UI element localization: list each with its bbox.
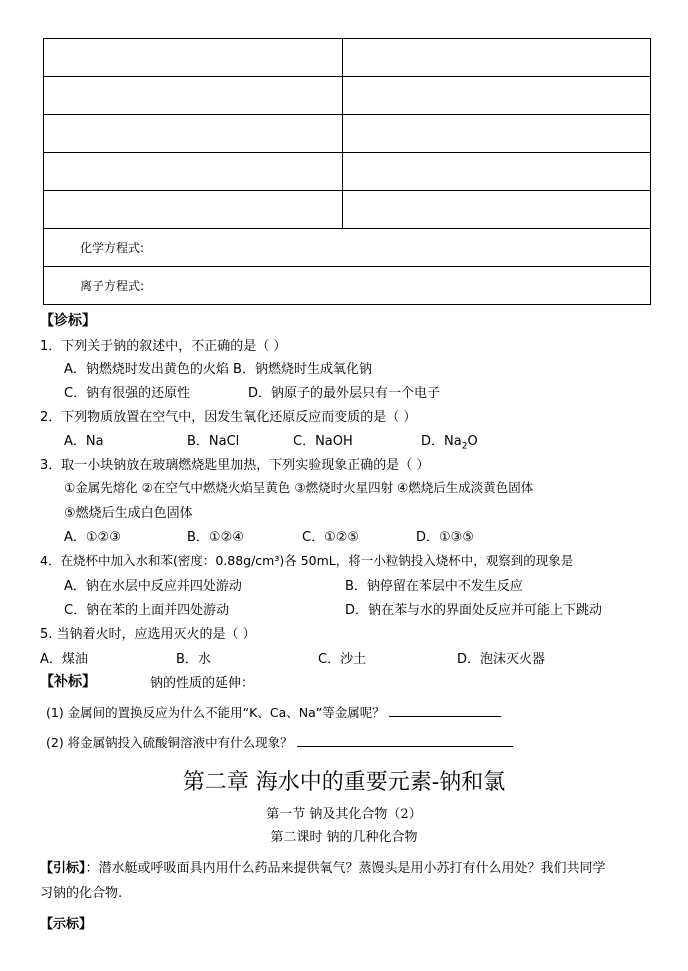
table-row [44, 39, 651, 77]
ionic-equation-row [44, 267, 651, 305]
q1-option-c: C．钠有很强的还原性 [64, 386, 191, 401]
q2-option-d [421, 430, 478, 452]
q3-stem: 3．取一小块钠放在玻璃燃烧匙里加热，下列实验现象正确的是（ ） [40, 458, 430, 473]
q5-option-c: C．沙土 [318, 652, 367, 667]
q2-option-d-text: D．Na [421, 434, 462, 449]
q3-statements-1: ①金属先熔化 ②在空气中燃烧火焰呈黄色 ③燃烧时火星四射 ④燃烧后生成淡黄色固体 [64, 480, 534, 495]
q4-option-d: D．钠在苯与水的界面处反应并可能上下跳动 [345, 603, 603, 618]
intro-text: ：潜水艇或呼吸面具内用什么药品来提供氧气？蒸馒头是用小苏打有什么用处？我们共同学 [85, 861, 606, 876]
equation-row [44, 229, 651, 267]
q5-option-a: A．煤油 [40, 652, 88, 667]
table-cell[interactable] [44, 191, 343, 229]
ionic-equation-label[interactable]: 离子方程式: [44, 267, 651, 305]
q2-option-d-text-end: O [467, 434, 478, 449]
section-title: 第一节 钠及其化合物（2） [266, 807, 422, 822]
q1-option-d: D．钠原子的最外层只有一个电子 [248, 386, 441, 401]
table-cell[interactable] [343, 191, 651, 229]
q4-option-c: C．钠在苯的上面并四处游动 [64, 603, 230, 618]
table-row [44, 115, 651, 153]
lesson-title: 第二课时 钠的几种化合物 [270, 830, 418, 845]
answer-blank[interactable] [389, 716, 501, 717]
intro-line-1 [40, 857, 606, 876]
q3-statements-2: ⑤燃烧后生成白色固体 [64, 506, 193, 521]
table-cell[interactable] [343, 77, 651, 115]
q3-option-d: D．①③⑤ [416, 530, 474, 545]
q4-option-a: A．钠在水层中反应并四处游动 [64, 579, 242, 594]
table-cell[interactable] [343, 115, 651, 153]
table-row [44, 77, 651, 115]
q3-option-c: C．①②⑤ [302, 530, 360, 545]
q2-option-c: C．NaOH [293, 434, 353, 449]
q2-option-d-subscript: 2 [461, 441, 468, 452]
supplement-header: 【补标】 [40, 674, 96, 690]
table-cell[interactable] [44, 39, 343, 77]
table-cell[interactable] [343, 39, 651, 77]
table-cell[interactable] [44, 115, 343, 153]
q1-stem: 1．下列关于钠的叙述中，不正确的是（ ） [40, 339, 287, 354]
q2-stem: 2．下列物质放置在空气中，因发生氧化还原反应而变质的是（ ） [40, 410, 417, 425]
q4-stem: 4．在烧杯中加入水和苯(密度：0.88g/cm³)各 50mL，将一小粒钠投入烧杯中，观察到的现象是 [40, 553, 574, 568]
q3-option-a: A．①②③ [64, 530, 121, 545]
q5-stem: 5. 当钠着火时，应选用灭火的是（ ） [40, 627, 256, 642]
table-cell[interactable] [44, 77, 343, 115]
answer-blank[interactable] [297, 746, 513, 747]
q3-option-b: B．①②④ [187, 530, 244, 545]
q5-option-d: D．泡沫灭火器 [457, 652, 546, 667]
chapter-title: 第二章 海水中的重要元素-钠和氯 [182, 770, 506, 795]
q2-option-a: A．Na [64, 434, 104, 449]
supplement-q1-text: (1) 金属间的置换反应为什么不能用“K、Ca、Na”等金属呢？ [46, 705, 385, 720]
intro-label: 【引标】 [40, 861, 86, 876]
answer-table [43, 38, 651, 305]
q1-options-ab: A．钠燃烧时发出黄色的火焰 B．钠燃烧时生成氧化钠 [64, 362, 372, 377]
table-row [44, 153, 651, 191]
chemical-equation-label[interactable]: 化学方程式: [44, 229, 651, 267]
table-cell[interactable] [343, 153, 651, 191]
diagnose-header: 【诊标】 [40, 313, 96, 329]
supplement-q1 [46, 703, 501, 721]
table-cell[interactable] [44, 153, 343, 191]
supplement-q2 [46, 733, 513, 751]
show-label: 【示标】 [40, 917, 93, 932]
q5-option-b: B．水 [176, 652, 211, 667]
q4-option-b: B．钠停留在苯层中不发生反应 [345, 579, 523, 594]
table-row [44, 191, 651, 229]
supplement-q2-text: (2) 将金属钠投入硫酸铜溶液中有什么现象？ [46, 735, 293, 750]
supplement-subtitle: 钠的性质的延伸： [150, 676, 255, 691]
q2-option-b: B．NaCl [187, 434, 240, 449]
intro-line-2: 习钠的化合物. [40, 886, 123, 901]
